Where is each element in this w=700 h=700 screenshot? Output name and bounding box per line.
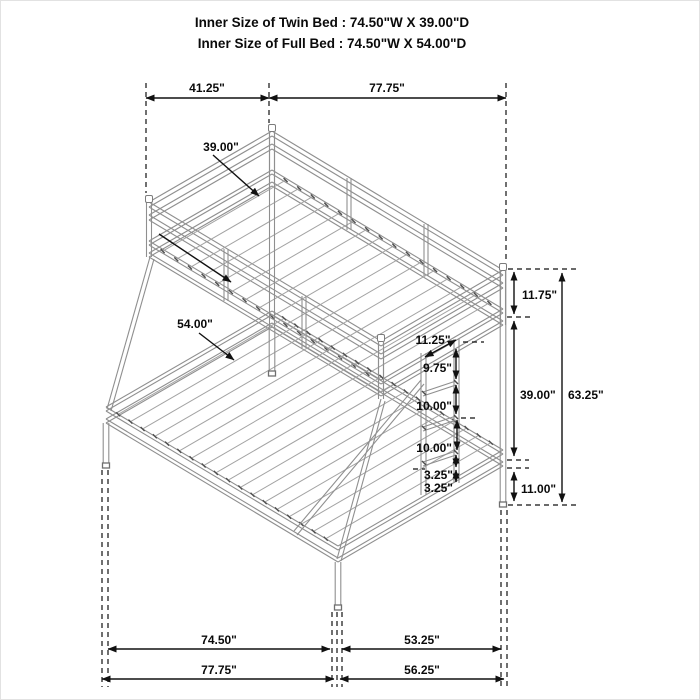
bed-line: [287, 515, 291, 519]
bed-line: [149, 215, 381, 354]
leg-foot: [269, 371, 276, 376]
bed-line: [165, 442, 169, 446]
bed-line: [354, 295, 476, 366]
header-twin-size: Inner Size of Twin Bed : 74.50"W X 39.00"D: [194, 15, 470, 30]
bed-line: [217, 213, 340, 284]
dim-rung-spacing-1: 10.00": [416, 399, 452, 413]
header-full-size: Inner Size of Full Bed : 74.50"W X 54.00"D: [197, 36, 467, 51]
bed-line: [285, 254, 407, 325]
bed-line: [272, 186, 503, 325]
bed-line: [306, 331, 310, 335]
bed-line: [143, 333, 309, 429]
bed-line: [106, 323, 272, 419]
bed-line: [226, 478, 230, 482]
bed-line: [312, 529, 316, 533]
bed-line: [141, 427, 145, 431]
bed-line: [204, 370, 370, 466]
bed-line: [379, 375, 383, 379]
bed-line: [202, 464, 206, 468]
dim-rung-spacing-2: 10.00": [416, 441, 452, 455]
post-cap: [146, 196, 153, 203]
bed-line: [177, 449, 181, 453]
dim-frame-rail-gap-2: 3.25": [423, 481, 453, 495]
bed-line: [324, 537, 328, 541]
bed-line: [167, 348, 333, 444]
bed-line: [489, 441, 493, 445]
dim-full-depth: 54.00": [177, 317, 213, 331]
bed-line: [128, 420, 132, 424]
bed-line: [265, 406, 430, 502]
bed-line: [106, 411, 338, 550]
bed-line: [319, 338, 323, 342]
bed-line: [231, 221, 354, 292]
bed-line: [155, 340, 321, 436]
dim-ladder-width: 11.25": [415, 333, 451, 347]
bed-line: [272, 170, 503, 309]
bed-line: [282, 316, 286, 320]
bed-line: [153, 434, 157, 438]
bed-line: [107, 257, 150, 409]
bed-line: [331, 346, 335, 350]
bed-line: [294, 324, 298, 328]
dim-bottom-side-inner: 53.25": [404, 633, 440, 647]
bed-line: [272, 174, 503, 313]
bed-line: [106, 419, 338, 558]
dim-twin-depth: 39.00": [203, 140, 239, 154]
dim-frame-rail-gap-1: 3.25": [423, 468, 453, 482]
bed-line: [272, 315, 503, 454]
bed-line: [149, 144, 272, 215]
bed-line: [367, 368, 371, 372]
bed-line: [299, 262, 421, 333]
dimension-labels: [177, 15, 604, 677]
dim-bottom-full-outer: 77.75": [201, 663, 237, 677]
dim-ladder-top-gap: 9.75": [422, 361, 452, 375]
diagram-canvas: [1, 1, 700, 700]
post-cap: [269, 125, 276, 132]
bed-line: [272, 246, 394, 317]
leg-foot: [335, 605, 342, 610]
bed-line: [189, 456, 193, 460]
post-cap: [378, 335, 385, 342]
leg-foot: [103, 463, 110, 468]
bed-line: [176, 188, 299, 259]
bed-line: [272, 182, 503, 321]
dim-bottom-side-outer: 56.25": [404, 663, 440, 677]
bed-line: [240, 391, 405, 487]
bed-line: [251, 493, 255, 497]
bed-line: [263, 500, 267, 504]
bed-line: [214, 471, 218, 475]
bed-line: [245, 229, 368, 300]
dim-guardrail-height: 11.75": [522, 288, 558, 302]
bed-line: [238, 485, 242, 489]
dim-total-height: 63.25": [568, 388, 604, 402]
dim-lower-base-height: 11.00": [521, 482, 557, 496]
bed-line: [465, 426, 469, 430]
bed-line: [216, 377, 382, 473]
bed-line: [228, 384, 393, 480]
bed-line: [163, 180, 286, 251]
bed-line: [272, 149, 503, 288]
dim-bunk-clearance: 39.00": [520, 388, 556, 402]
bed-line: [404, 389, 408, 393]
extension-lines: [102, 83, 578, 687]
bed-line: [118, 318, 284, 414]
bed-line: [275, 507, 279, 511]
dim-top-length: 77.75": [369, 81, 405, 95]
bed-line: [381, 321, 503, 392]
post-cap: [500, 264, 507, 271]
dim-bottom-full-inner: 74.50": [201, 633, 237, 647]
bed-line: [297, 384, 424, 535]
bed-line: [272, 136, 503, 275]
bed-line: [477, 433, 481, 437]
dim-top-overhang: 41.25": [189, 81, 225, 95]
leg-foot: [500, 502, 507, 507]
bed-line: [272, 144, 503, 283]
bed-line: [111, 259, 154, 411]
bed-line: [179, 355, 345, 451]
bed-line: [258, 237, 381, 308]
bed-line: [313, 270, 435, 341]
bed-line: [106, 423, 338, 562]
